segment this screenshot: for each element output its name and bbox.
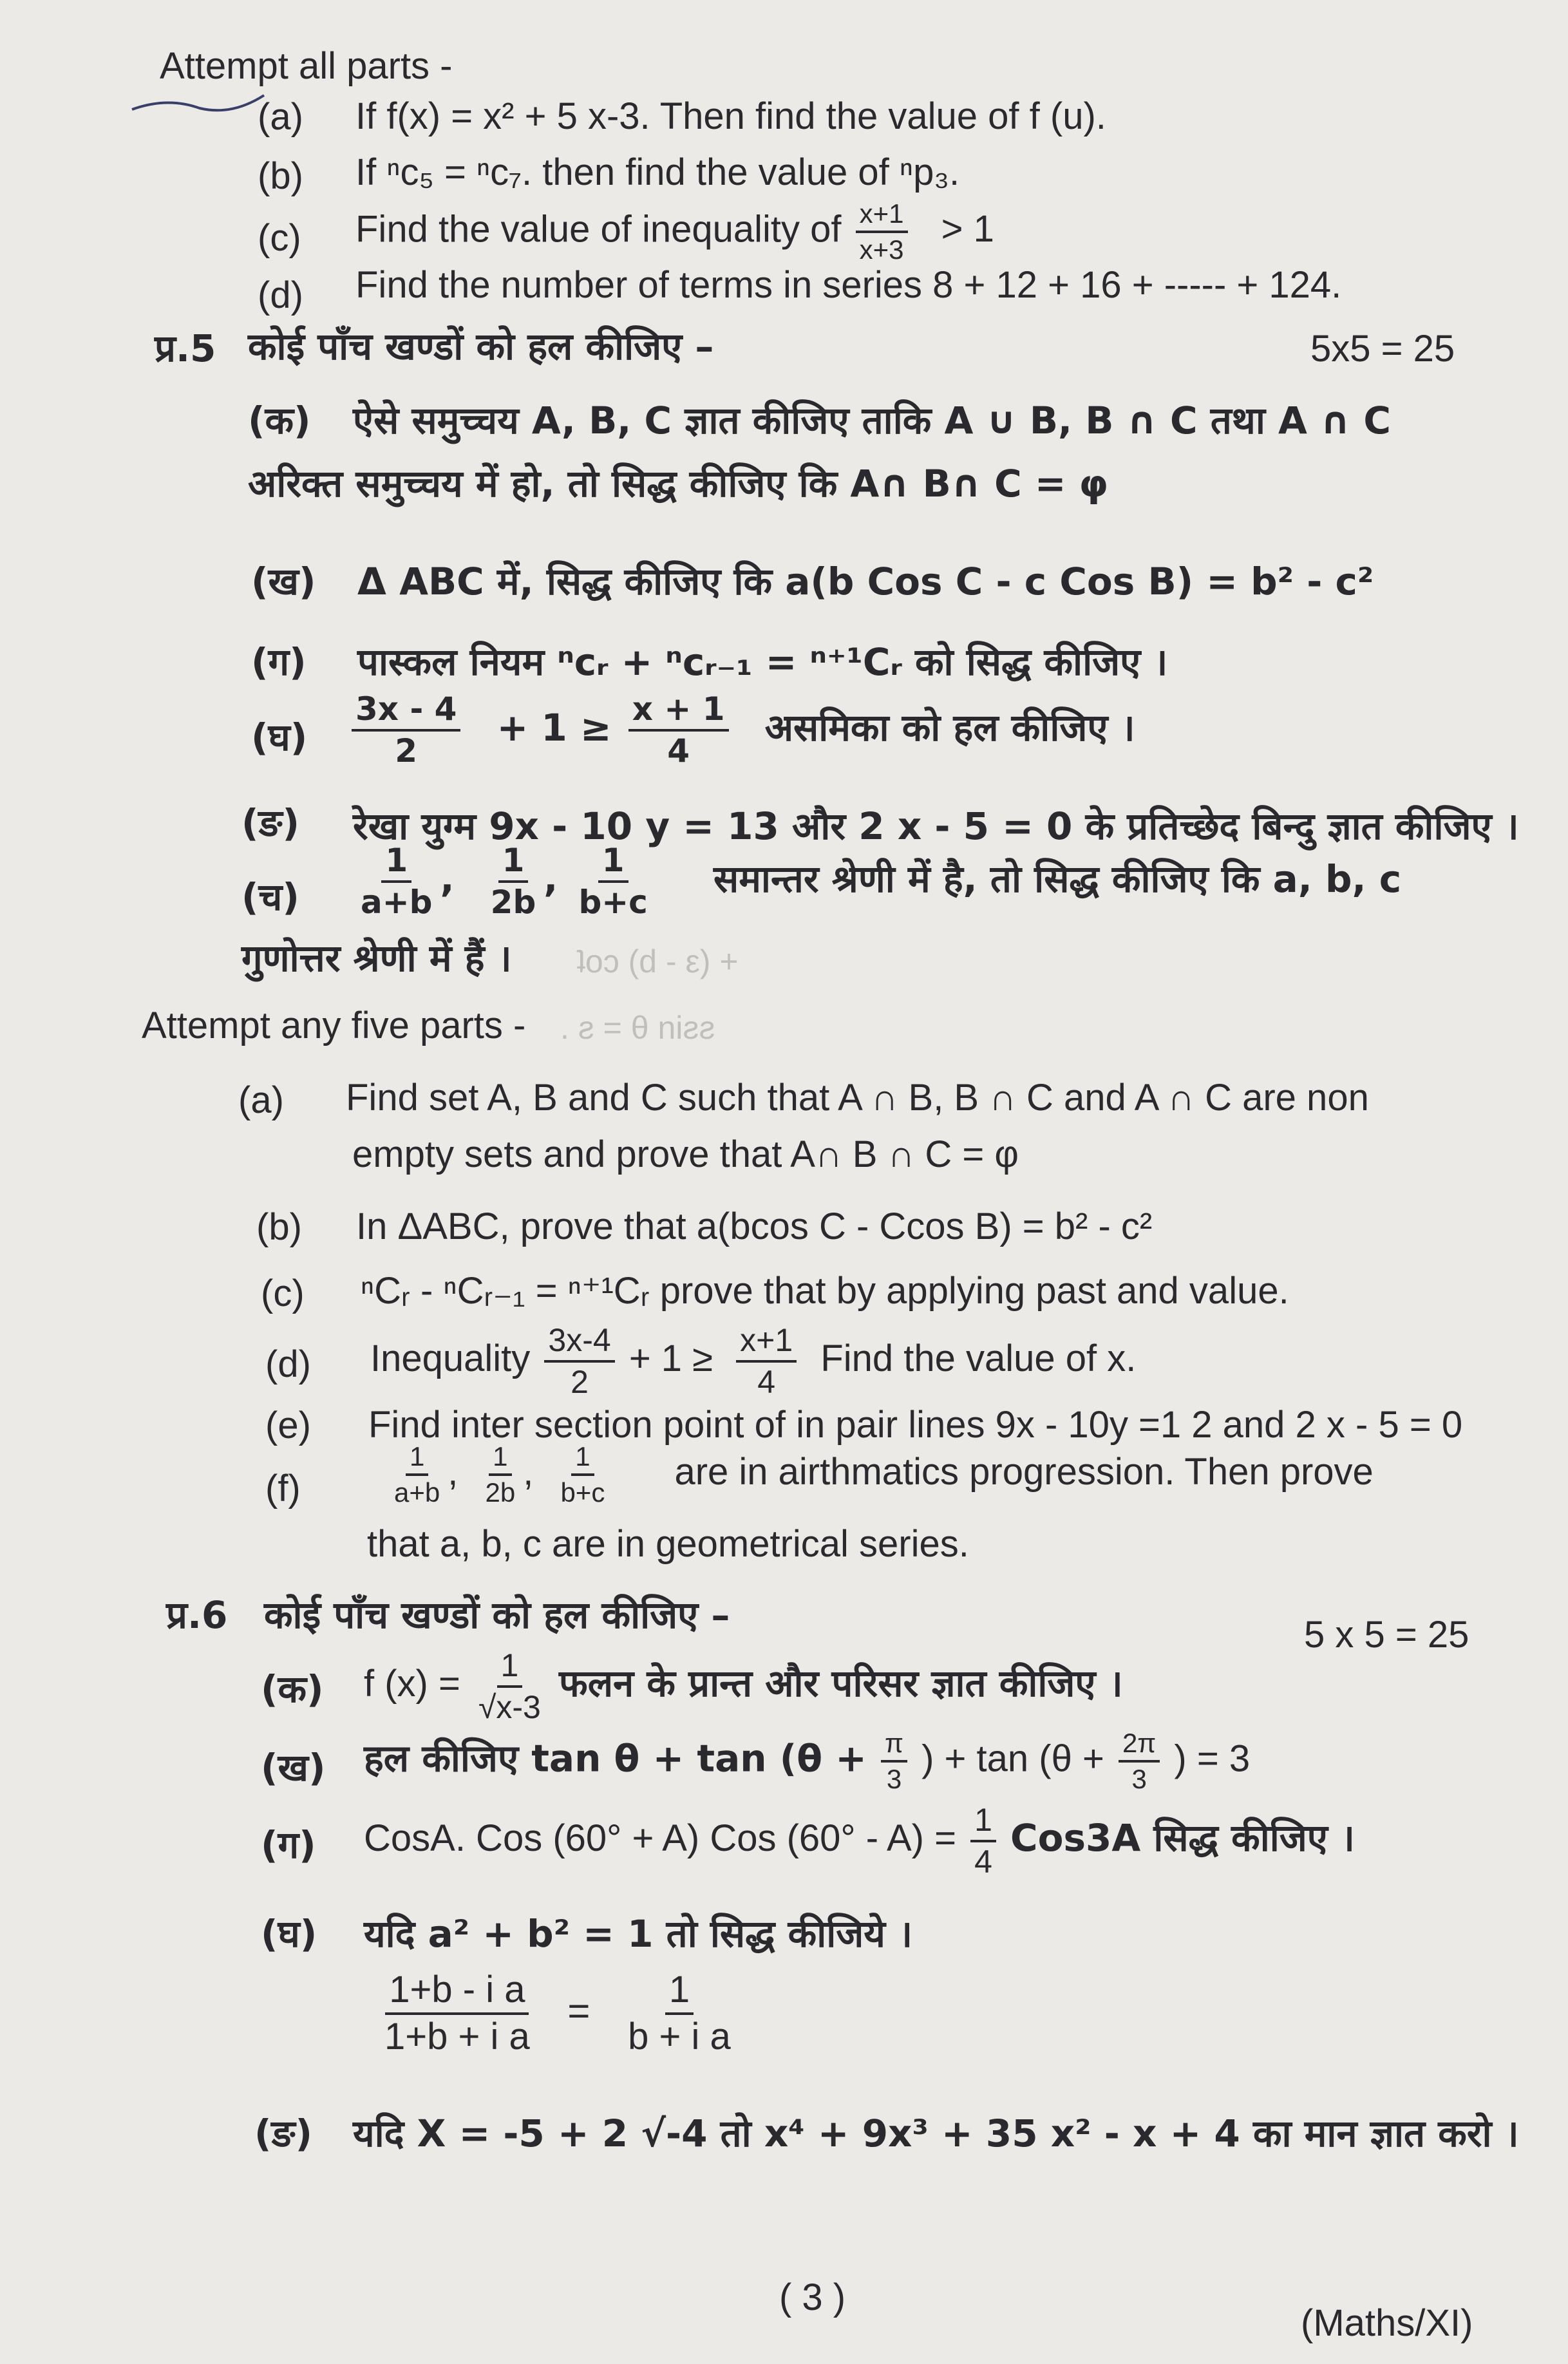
denominator: a+b <box>394 1477 440 1508</box>
numerator: π <box>881 1729 907 1763</box>
question-text: If f(x) = x² + 5 x-3. Then find the value of f (u). <box>355 95 1106 137</box>
fraction <box>881 1729 907 1793</box>
question-number: प्र.6 <box>166 1593 228 1637</box>
question-text-pre: Inequality <box>370 1337 531 1379</box>
item-label: (a) <box>258 96 303 138</box>
question-text-pre: Find the value of inequality of <box>355 208 842 251</box>
question-text: यदि a² + b² = 1 तो सिद्ध कीजिये । <box>364 1912 913 1956</box>
numerator: x+1 <box>856 200 908 233</box>
denominator: 4 <box>757 1363 776 1400</box>
question-text: Find set A, B and C such that A ∩ B, B ∩ C and A ∩ C are non <box>346 1077 1369 1119</box>
fraction <box>628 692 729 768</box>
item-label: (d) <box>265 1343 311 1385</box>
question-text-pre: CosA. Cos (60° + A) Cos (60° - A) = <box>364 1817 956 1859</box>
question-text-post: फलन के प्रान्त और परिसर ज्ञात कीजिए । <box>559 1661 1123 1705</box>
question-text <box>364 1729 1250 1793</box>
question-text: Find inter section point of in pair lines 9x - 10y =1 2 and 2 x - 5 = 0 <box>368 1404 1463 1446</box>
question-text-post: ) = 3 <box>1174 1737 1251 1780</box>
operator: ) + tan (θ + <box>921 1737 1104 1780</box>
numerator: 3x-4 <box>544 1323 614 1363</box>
fraction <box>970 1803 996 1878</box>
item-label: (c) <box>258 217 301 259</box>
denominator: a+b <box>361 883 433 921</box>
question-text: empty sets and prove that A∩ B ∩ C = φ <box>352 1133 1019 1175</box>
fraction <box>556 1442 609 1507</box>
item-label: (ङ) <box>254 2112 312 2155</box>
question-text: Δ ABC में, सिद्ध कीजिए कि a(b Cos C - c Cos B) = b² - c² <box>357 560 1374 603</box>
item-label: (f) <box>265 1468 301 1509</box>
show-through-text: ʇoɔ (d - ε) + <box>576 943 739 979</box>
marks: 5 x 5 = 25 <box>1304 1614 1469 1656</box>
question-text <box>364 1649 1123 1724</box>
item-label: (क) <box>261 1667 324 1711</box>
question-text: that a, b, c are in geometrical series. <box>367 1523 969 1565</box>
item-label: (घ) <box>261 1912 317 1956</box>
question-text <box>364 1803 1355 1878</box>
question-text-pre: f (x) = <box>364 1662 460 1705</box>
question-text-post: are in airthmatics progression. Then prove <box>674 1451 1374 1493</box>
fraction <box>856 200 908 264</box>
numerator: 1 <box>665 1971 694 2015</box>
item-label: (ग) <box>251 640 307 684</box>
question-text-pre: हल कीजिए tan θ + tan (θ + <box>364 1736 867 1781</box>
equation <box>377 1971 739 2057</box>
fraction <box>381 1971 534 2057</box>
denominator: x+3 <box>859 234 904 265</box>
pen-scribble <box>129 90 270 122</box>
fraction <box>357 844 436 919</box>
denominator: 2 <box>571 1363 589 1400</box>
fraction <box>736 1323 797 1399</box>
item-label: (क) <box>248 399 311 442</box>
question-text: ऐसे समुच्चय A, B, C ज्ञात कीजिए ताकि A ∪ B, B ∩ C तथा A ∩ C <box>353 399 1391 442</box>
numerator: 1 <box>489 1442 511 1476</box>
question-text: In ΔABC, prove that a(bcos C - Ccos B) = b² - c² <box>356 1206 1153 1247</box>
question-text-post: Cos3A सिद्ध कीजिए । <box>1010 1815 1355 1860</box>
numerator: 1 <box>598 844 628 883</box>
numerator: 2π <box>1119 1729 1160 1763</box>
numerator: 1 <box>497 1649 523 1688</box>
question-text <box>370 1323 1136 1399</box>
numerator: 1 <box>970 1803 996 1842</box>
question-text-post: असमिका को हल कीजिए । <box>764 705 1135 750</box>
item-label: (च) <box>241 875 299 919</box>
fraction <box>475 1649 545 1724</box>
show-through-text: . ƨ = θ niƨƨ <box>560 1010 715 1046</box>
question-text-post: > 1 <box>941 208 994 251</box>
item-label: (e) <box>265 1404 311 1446</box>
denominator: 3 <box>1131 1764 1147 1795</box>
item-label: (ख) <box>251 560 316 603</box>
question-text-post: समान्तर श्रेणी में है, तो सिद्ध कीजिए कि a, b, c <box>713 856 1402 901</box>
fraction <box>352 692 460 768</box>
fraction <box>1119 1729 1160 1793</box>
numerator: 1 <box>498 844 529 883</box>
question-text: $\frac{1}{a+b}$ , $\frac{1}{2b}$ , $\frac{1}{b+c}$ are in airthmatics progression. Then prove <box>386 1442 1374 1507</box>
numerator: 1+b - i a <box>385 1971 529 2015</box>
denominator: 4 <box>667 732 690 770</box>
numerator: x+1 <box>736 1323 797 1363</box>
fraction <box>390 1442 444 1507</box>
question-text: पास्कल नियम ⁿcᵣ + ⁿcᵣ₋₁ = ⁿ⁺¹Cᵣ को सिद्ध कीजिए । <box>357 640 1168 684</box>
fraction <box>575 844 652 919</box>
item-label: (b) <box>258 155 303 197</box>
question-text: यदि X = -5 + 2 √-4 तो x⁴ + 9x³ + 35 x² - x + 4 का मान ज्ञात करो । <box>353 2112 1519 2155</box>
item-label: (घ) <box>251 715 308 759</box>
question-text: ⁿCᵣ - ⁿCᵣ₋₁ = ⁿ⁺¹Cᵣ prove that by applying past and value. <box>361 1270 1289 1312</box>
denominator: 3 <box>886 1764 902 1795</box>
operator: + 1 ≥ <box>628 1337 713 1379</box>
question-text: रेखा युग्म 9x - 10 y = 13 और 2 x - 5 = 0 के प्रतिच्छेद बिन्दु ज्ञात कीजिए । <box>353 804 1519 848</box>
denominator: b + i a <box>628 2015 731 2057</box>
numerator: x + 1 <box>628 692 729 732</box>
item-label: (d) <box>258 274 303 316</box>
marks: 5x5 = 25 <box>1310 328 1455 370</box>
question-text: अरिक्त समुच्चय में हो, तो सिद्ध कीजिए कि A∩ B∩ C = φ <box>248 462 1109 506</box>
denominator: 2b <box>485 1477 516 1508</box>
numerator: 1 <box>406 1442 428 1476</box>
denominator: 2b <box>490 883 536 921</box>
fraction <box>544 1323 614 1399</box>
question-text: Find the number of terms in series 8 + 12 + 16 + ----- + 124. <box>355 264 1342 306</box>
item-label: (ख) <box>261 1746 326 1790</box>
subject-label: (Maths/XI) <box>1301 2302 1473 2344</box>
operator: = <box>567 1989 590 2032</box>
numerator: 3x - 4 <box>352 692 460 732</box>
denominator: b+c <box>578 883 648 921</box>
fraction <box>487 844 540 919</box>
question-text <box>348 692 1135 768</box>
question-text: $\frac{1}{a+b}$ , $\frac{1}{2b}$ , $\frac{1}{b+c}$ समान्तर श्रेणी में है, तो सिद्ध कीजिए कि a, b, c <box>353 844 1401 919</box>
question-title: कोई पाँच खण्डों को हल कीजिए – <box>248 325 714 368</box>
question-number: प्र.5 <box>155 326 216 370</box>
question-title: कोई पाँच खण्डों को हल कीजिए – <box>264 1593 730 1637</box>
page-number: ( 3 ) <box>779 2276 846 2318</box>
fraction <box>481 1442 519 1507</box>
numerator: 1 <box>381 844 411 883</box>
denominator: b+c <box>560 1477 605 1508</box>
denominator: 1+b + i a <box>384 2015 530 2057</box>
denominator: 4 <box>974 1843 992 1880</box>
item-label: (a) <box>238 1079 284 1121</box>
question-text: गुणोत्तर श्रेणी में हैं । <box>241 936 512 980</box>
section-heading: Attempt any five parts - <box>142 1005 526 1046</box>
operator: + 1 ≥ <box>496 705 612 750</box>
question-text: If ⁿc₅ = ⁿc₇. then find the value of ⁿp₃. <box>355 151 960 193</box>
denominator: 2 <box>395 732 418 770</box>
item-label: (ग) <box>261 1823 316 1867</box>
item-label: (c) <box>261 1272 305 1314</box>
question-text-post: Find the value of x. <box>820 1337 1137 1379</box>
question-text <box>355 200 994 264</box>
numerator: 1 <box>571 1442 594 1476</box>
fraction <box>624 1971 735 2057</box>
item-label: (b) <box>256 1206 302 1248</box>
denominator: √x-3 <box>478 1688 541 1725</box>
item-label: (ङ) <box>241 801 299 845</box>
section-heading: Attempt all parts - <box>160 45 453 87</box>
